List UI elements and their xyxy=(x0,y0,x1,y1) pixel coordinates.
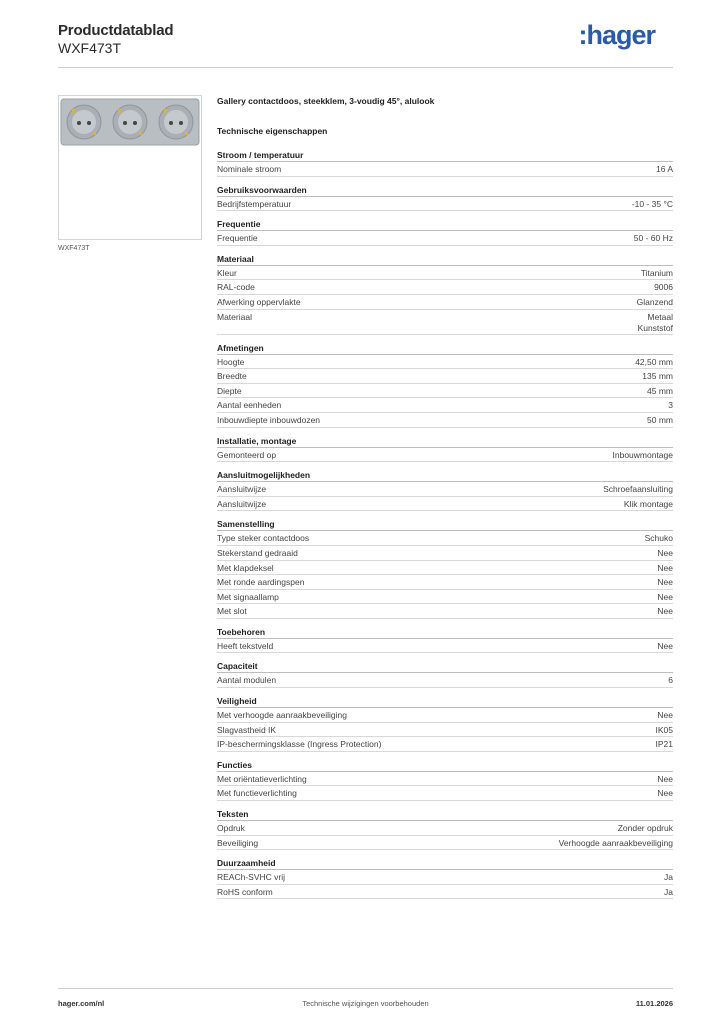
spec-label: Aansluitwijze xyxy=(217,498,267,509)
spec-value: Zonder opdruk xyxy=(617,823,673,834)
spec-label: Met slot xyxy=(217,606,247,617)
spec-row xyxy=(217,870,673,885)
spec-row xyxy=(217,384,673,399)
spec-value: Nee xyxy=(657,547,673,558)
spec-value: Nee xyxy=(657,773,673,784)
image-caption: WXF473T xyxy=(58,245,90,252)
spec-label: Type steker contactdoos xyxy=(217,533,310,544)
spec-row xyxy=(217,531,673,546)
spec-section xyxy=(217,151,673,177)
spec-value: 50 mm xyxy=(647,414,673,425)
product-specs xyxy=(217,96,673,899)
page-footer xyxy=(58,988,673,1014)
spec-section xyxy=(217,220,673,246)
section-title: Veiligheid xyxy=(217,697,673,708)
spec-row xyxy=(217,398,673,413)
spec-label: Opdruk xyxy=(217,823,245,834)
spec-row xyxy=(217,280,673,295)
spec-label: Materiaal xyxy=(217,311,252,322)
section-title: Samenstelling xyxy=(217,520,673,531)
spec-value: Nee xyxy=(657,640,673,651)
spec-value: Glanzend xyxy=(636,296,673,307)
spec-label: RAL-code xyxy=(217,282,255,293)
spec-row xyxy=(217,786,673,801)
spec-section xyxy=(217,186,673,212)
socket-illustration xyxy=(59,96,201,239)
spec-label: Bedrijfstemperatuur xyxy=(217,198,292,209)
spec-value: Verhoogde aanraakbeveiliging xyxy=(558,837,673,848)
spec-section xyxy=(217,471,673,511)
socket-outlet-1 xyxy=(67,105,101,139)
spec-value: 45 mm xyxy=(647,385,673,396)
section-title: Capaciteit xyxy=(217,662,673,673)
spec-row xyxy=(217,772,673,787)
spec-section xyxy=(217,697,673,752)
spec-value: Schroefaansluiting xyxy=(603,484,673,495)
spec-label: Inbouwdiepte inbouwdozen xyxy=(217,414,321,425)
spec-label: Stekerstand gedraaid xyxy=(217,547,298,558)
spec-label: IP-beschermingsklasse (Ingress Protection) xyxy=(217,739,382,750)
spec-label: Aantal eenheden xyxy=(217,400,282,411)
section-title: Materiaal xyxy=(217,255,673,266)
spec-label: Aantal modulen xyxy=(217,675,277,686)
spec-value: Ja xyxy=(664,872,673,883)
product-description: Gallery contactdoos, steekklem, 3-voudig 45°, alulook xyxy=(217,96,435,106)
spec-row xyxy=(217,575,673,590)
socket-outlet-3 xyxy=(159,105,193,139)
technical-properties-heading: Technische eigenschappen xyxy=(217,126,328,136)
spec-value: Nee xyxy=(657,788,673,799)
spec-value: Nee xyxy=(657,591,673,602)
spec-value: Nee xyxy=(657,606,673,617)
spec-value: Nee xyxy=(657,710,673,721)
section-title: Duurzaamheid xyxy=(217,859,673,870)
spec-value: 135 mm xyxy=(642,371,673,382)
spec-row xyxy=(217,737,673,752)
document-subtitle: WXF473T xyxy=(58,40,122,56)
spec-label: Beveiliging xyxy=(217,837,259,848)
hager-logo: :hager xyxy=(578,20,655,50)
spec-row xyxy=(217,482,673,497)
spec-section xyxy=(217,761,673,801)
spec-row xyxy=(217,546,673,561)
spec-label: Nominale stroom xyxy=(217,164,282,174)
spec-value: Ja xyxy=(664,886,673,897)
spec-label: Met oriëntatieverlichting xyxy=(217,773,307,784)
spec-section xyxy=(217,520,673,619)
spec-label: Aansluitwijze xyxy=(217,484,267,495)
spec-row xyxy=(217,821,673,836)
spec-sections xyxy=(217,151,673,899)
spec-section xyxy=(217,859,673,899)
spec-value: 50 - 60 Hz xyxy=(633,233,673,244)
spec-label: Met verhoogde aanraakbeveiliging xyxy=(217,710,347,721)
section-title: Toebehoren xyxy=(217,628,673,639)
spec-value: Metaal Kunststof xyxy=(637,311,673,333)
footer-disclaimer: Technische wijzigingen voorbehouden xyxy=(302,999,429,1008)
spec-row xyxy=(217,561,673,576)
spec-row xyxy=(217,162,673,177)
spec-value: -10 - 35 °C xyxy=(631,198,673,209)
spec-value: IK05 xyxy=(655,724,673,735)
spec-section xyxy=(217,662,673,688)
spec-section xyxy=(217,255,673,335)
spec-label: Gemonteerd op xyxy=(217,449,277,460)
spec-label: Met klapdeksel xyxy=(217,562,274,573)
spec-value: 6 xyxy=(668,675,673,686)
spec-row xyxy=(217,310,673,335)
spec-label: Slagvastheid IK xyxy=(217,724,277,735)
product-image xyxy=(58,95,202,240)
spec-row xyxy=(217,836,673,851)
section-title: Frequentie xyxy=(217,220,673,231)
footer-date: 11.01.2026 xyxy=(635,999,673,1008)
section-title: Teksten xyxy=(217,810,673,821)
spec-value: Klik montage xyxy=(623,498,673,509)
spec-label: Breedte xyxy=(217,371,247,382)
spec-value: Schuko xyxy=(644,533,673,544)
spec-value: 9006 xyxy=(654,282,673,293)
section-title: Stroom / temperatuur xyxy=(217,151,673,162)
spec-value: 3 xyxy=(668,400,673,411)
section-title: Functies xyxy=(217,761,673,772)
spec-label: Met signaallamp xyxy=(217,591,279,602)
spec-label: Frequentie xyxy=(217,233,258,244)
spec-value: Inbouwmontage xyxy=(612,449,673,460)
spec-value: 42,50 mm xyxy=(635,356,673,367)
spec-value: Nee xyxy=(657,562,673,573)
section-title: Afmetingen xyxy=(217,344,673,355)
footer-website: hager.com/nl xyxy=(58,999,105,1008)
spec-row xyxy=(217,231,673,246)
spec-label: Afwerking oppervlakte xyxy=(217,296,301,307)
spec-row xyxy=(217,266,673,281)
spec-label: Diepte xyxy=(217,385,242,396)
spec-row xyxy=(217,197,673,212)
spec-section xyxy=(217,628,673,654)
spec-label: Heeft tekstveld xyxy=(217,640,274,651)
section-title: Installatie, montage xyxy=(217,437,673,448)
spec-label: Hoogte xyxy=(217,356,245,367)
spec-row xyxy=(217,723,673,738)
section-title: Gebruiksvoorwaarden xyxy=(217,186,673,197)
spec-label: Kleur xyxy=(217,267,237,278)
spec-row xyxy=(217,369,673,384)
spec-row xyxy=(217,639,673,654)
spec-section xyxy=(217,437,673,463)
spec-row xyxy=(217,355,673,370)
spec-value: Nee xyxy=(657,577,673,588)
spec-row xyxy=(217,708,673,723)
spec-label: Met ronde aardingspen xyxy=(217,577,305,588)
spec-label: RoHS conform xyxy=(217,886,273,897)
spec-row xyxy=(217,497,673,512)
spec-value: 16 A xyxy=(655,164,673,174)
spec-section xyxy=(217,344,673,428)
spec-row xyxy=(217,295,673,310)
document-title: Productdatablad xyxy=(58,22,174,39)
spec-value: IP21 xyxy=(655,739,673,750)
spec-row xyxy=(217,885,673,900)
spec-row xyxy=(217,590,673,605)
spec-row xyxy=(217,448,673,463)
spec-value: Titanium xyxy=(640,267,673,278)
spec-row xyxy=(217,604,673,619)
spec-label: Met functieverlichting xyxy=(217,788,297,799)
socket-outlet-2 xyxy=(113,105,147,139)
section-title: Aansluitmogelijkheden xyxy=(217,471,673,482)
spec-row xyxy=(217,673,673,688)
spec-section xyxy=(217,810,673,850)
spec-label: REACh-SVHC vrij xyxy=(217,872,286,883)
page-header xyxy=(58,20,673,68)
spec-row xyxy=(217,413,673,428)
